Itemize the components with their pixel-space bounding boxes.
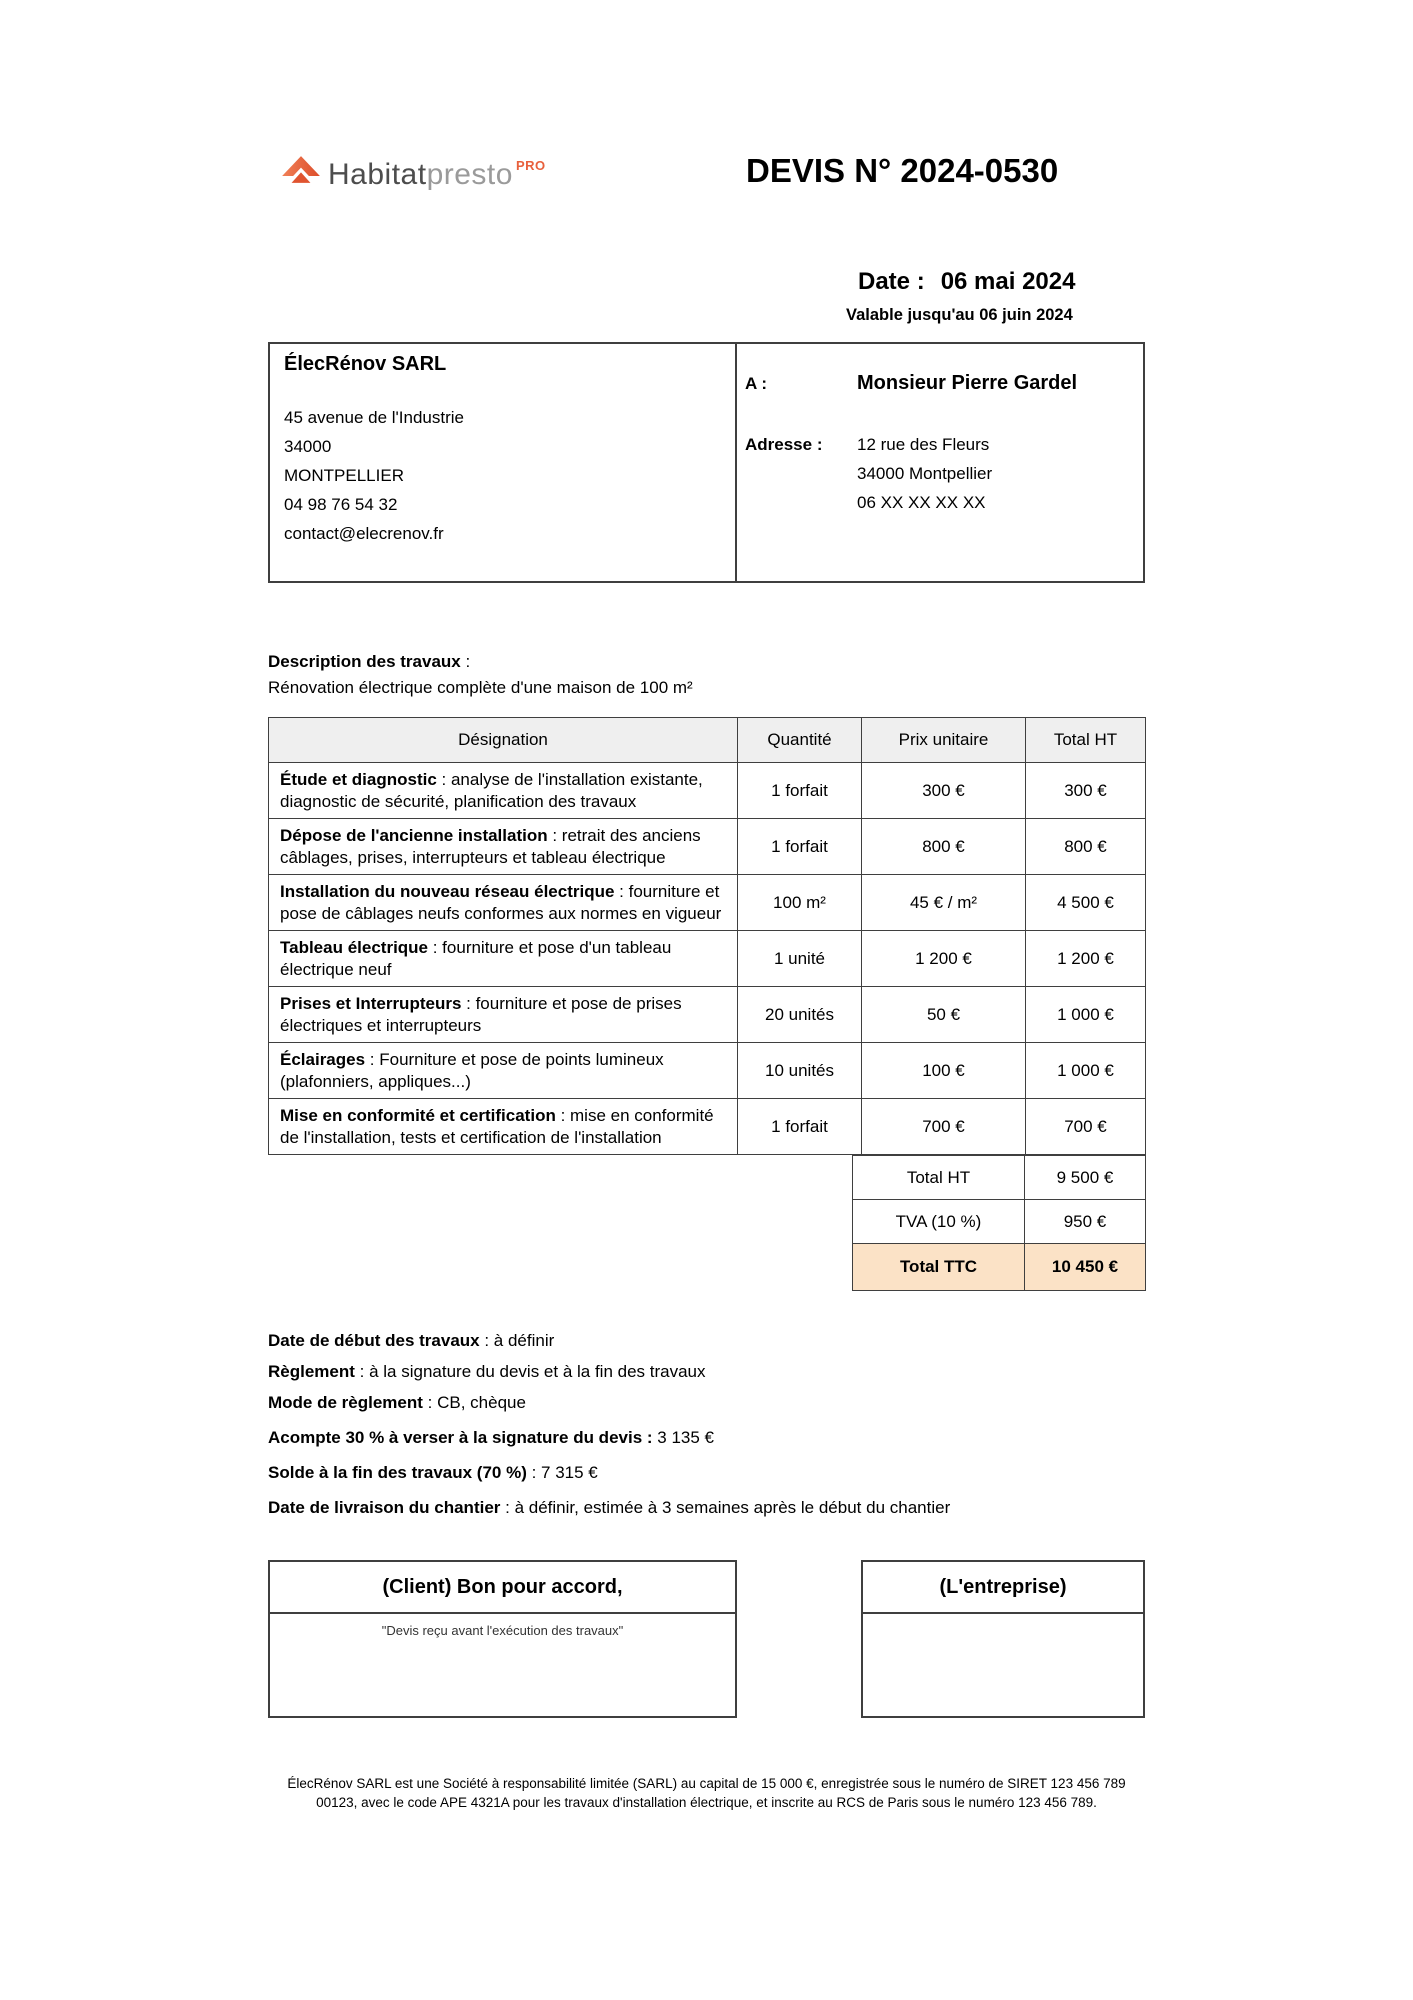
- document-header: [268, 152, 1145, 202]
- company-address: [284, 403, 721, 548]
- brand-pro-badge: PRO: [515, 158, 546, 173]
- item-total: 800 €: [1026, 819, 1146, 875]
- item-quantity: 20 unités: [738, 987, 862, 1043]
- item-unit-price: 1 200 €: [862, 931, 1026, 987]
- company-phone: 04 98 76 54 32: [284, 495, 398, 514]
- term-deposit: Acompte 30 % à verser à la signature du devis : 3 135 €: [268, 1428, 714, 1447]
- total-ht-row: [853, 1156, 1146, 1200]
- item-designation: Installation du nouveau réseau électrique : fourniture et pose de câblages neufs conformes aux normes en vigueur: [269, 875, 738, 931]
- item-total: 4 500 €: [1026, 875, 1146, 931]
- works-description-colon: :: [460, 652, 471, 671]
- table-row: [269, 875, 1146, 931]
- company-address-line: 45 avenue de l'Industrie: [284, 408, 464, 427]
- date-line: [846, 268, 1145, 296]
- company-name: ÉlecRénov SARL: [284, 353, 447, 375]
- table-row: [269, 819, 1146, 875]
- company-signature-area: [863, 1614, 1143, 1623]
- works-description-label: Description des travaux: [268, 652, 461, 671]
- item-unit-price: 100 €: [862, 1043, 1026, 1099]
- table-row: [269, 1099, 1146, 1155]
- table-row: [269, 763, 1146, 819]
- client-address-line: 34000 Montpellier: [857, 464, 993, 483]
- client-name-row: [745, 372, 1143, 395]
- client-panel: [737, 344, 1143, 581]
- client-address-row: [745, 430, 1143, 517]
- item-unit-price: 50 €: [862, 987, 1026, 1043]
- item-quantity: 1 forfait: [738, 819, 862, 875]
- totals-table: [852, 1155, 1146, 1291]
- total-ht-label: Total HT: [853, 1156, 1025, 1200]
- tva-row: [853, 1200, 1146, 1244]
- brand-word-habitat: Habitat: [328, 158, 427, 191]
- terms-section: [268, 1331, 1145, 1518]
- term-balance: Solde à la fin des travaux (70 %) : 7 315 €: [268, 1463, 598, 1482]
- item-quantity: 10 unités: [738, 1043, 862, 1099]
- item-quantity: 1 unité: [738, 931, 862, 987]
- column-header-designation: Désignation: [269, 718, 738, 763]
- works-description: [268, 649, 1145, 701]
- term-delivery-date: Date de livraison du chantier : à définir, estimée à 3 semaines après le début du chantier: [268, 1498, 951, 1517]
- company-signature-box: [861, 1560, 1145, 1718]
- client-signature-title: (Client) Bon pour accord,: [270, 1562, 735, 1614]
- table-row: [269, 987, 1146, 1043]
- term-payment: Règlement : à la signature du devis et à la fin des travaux: [268, 1362, 706, 1381]
- item-total: 300 €: [1026, 763, 1146, 819]
- client-phone: 06 XX XX XX XX: [857, 493, 986, 512]
- client-signature-area: [270, 1614, 735, 1638]
- company-email: contact@elecrenov.fr: [284, 524, 444, 543]
- item-designation: Étude et diagnostic : analyse de l'installation existante, diagnostic de sécurité, planification des travaux: [269, 763, 738, 819]
- item-unit-price: 700 €: [862, 1099, 1026, 1155]
- document-content: [268, 0, 1145, 1812]
- item-designation: Prises et Interrupteurs : fourniture et pose de prises électriques et interrupteurs: [269, 987, 738, 1043]
- works-description-label-line: [268, 649, 1145, 675]
- item-quantity: 100 m²: [738, 875, 862, 931]
- item-total: 1 000 €: [1026, 987, 1146, 1043]
- works-description-text: Rénovation électrique complète d'une maison de 100 m²: [268, 678, 693, 697]
- item-designation: Éclairages : Fourniture et pose de points lumineux (plafonniers, appliques...): [269, 1043, 738, 1099]
- items-table: [268, 717, 1146, 1155]
- item-designation: Tableau électrique : fourniture et pose d'un tableau électrique neuf: [269, 931, 738, 987]
- client-name: Monsieur Pierre Gardel: [857, 372, 1078, 394]
- item-unit-price: 300 €: [862, 763, 1026, 819]
- item-total: 1 000 €: [1026, 1043, 1146, 1099]
- date-value: 06 mai 2024: [940, 268, 1076, 295]
- brand-logo: [280, 154, 546, 196]
- item-designation: Mise en conformité et certification : mise en conformité de l'installation, tests et certification de l'installation: [269, 1099, 738, 1155]
- brand-word-presto: presto: [426, 158, 513, 191]
- total-ttc-label: Total TTC: [853, 1244, 1025, 1291]
- total-ttc-value: 10 450 €: [1025, 1244, 1146, 1291]
- company-address-line: MONTPELLIER: [284, 466, 404, 485]
- item-total: 1 200 €: [1026, 931, 1146, 987]
- item-total: 700 €: [1026, 1099, 1146, 1155]
- client-address-label: Adresse :: [745, 435, 823, 454]
- total-ht-value: 9 500 €: [1025, 1156, 1146, 1200]
- item-unit-price: 800 €: [862, 819, 1026, 875]
- item-designation: Dépose de l'ancienne installation : retrait des anciens câblages, prises, interrupteurs et tableau électrique: [269, 819, 738, 875]
- validity-line: Valable jusqu'au 06 juin 2024: [846, 306, 1073, 324]
- legal-footer: ÉlecRénov SARL est une Société à responsabilité limitée (SARL) au capital de 15 000 €, enregistrée sous le numéro de SIRET 123 456 789 00123, avec le code APE 4321A pour les travaux d'installation électrique, et inscrite au RCS de Paris sous le numéro 123 456 789.: [287, 1776, 1126, 1810]
- company-signature-title: (L'entreprise): [863, 1562, 1143, 1614]
- company-panel: [270, 344, 737, 581]
- table-row: [269, 1043, 1146, 1099]
- tva-label: TVA (10 %): [853, 1200, 1025, 1244]
- column-header-total: Total HT: [1026, 718, 1146, 763]
- table-row: [269, 931, 1146, 987]
- column-header-quantity: Quantité: [738, 718, 862, 763]
- term-start-date: Date de début des travaux : à définir: [268, 1331, 555, 1350]
- signature-section: [268, 1560, 1145, 1718]
- parties-box: [268, 342, 1145, 583]
- item-unit-price: 45 € / m²: [862, 875, 1026, 931]
- arrow-home-icon: [280, 154, 322, 196]
- client-address: [857, 430, 1143, 517]
- company-address-line: 34000: [284, 437, 332, 456]
- term-payment-method: Mode de règlement : CB, chèque: [268, 1393, 526, 1412]
- client-signature-box: [268, 1560, 737, 1718]
- item-quantity: 1 forfait: [738, 1099, 862, 1155]
- items-header-row: [269, 718, 1146, 763]
- column-header-unit-price: Prix unitaire: [862, 718, 1026, 763]
- brand-wordmark: [328, 158, 546, 192]
- date-label: Date :: [858, 268, 925, 295]
- client-to-label: A :: [745, 374, 768, 393]
- document-title: DEVIS N° 2024-0530: [746, 152, 1059, 189]
- client-address-line: 12 rue des Fleurs: [857, 435, 990, 454]
- date-block: [846, 268, 1145, 325]
- total-ttc-row: [853, 1244, 1146, 1291]
- tva-value: 950 €: [1025, 1200, 1146, 1244]
- client-signature-note: "Devis reçu avant l'exécution des travaux": [381, 1623, 624, 1638]
- item-quantity: 1 forfait: [738, 763, 862, 819]
